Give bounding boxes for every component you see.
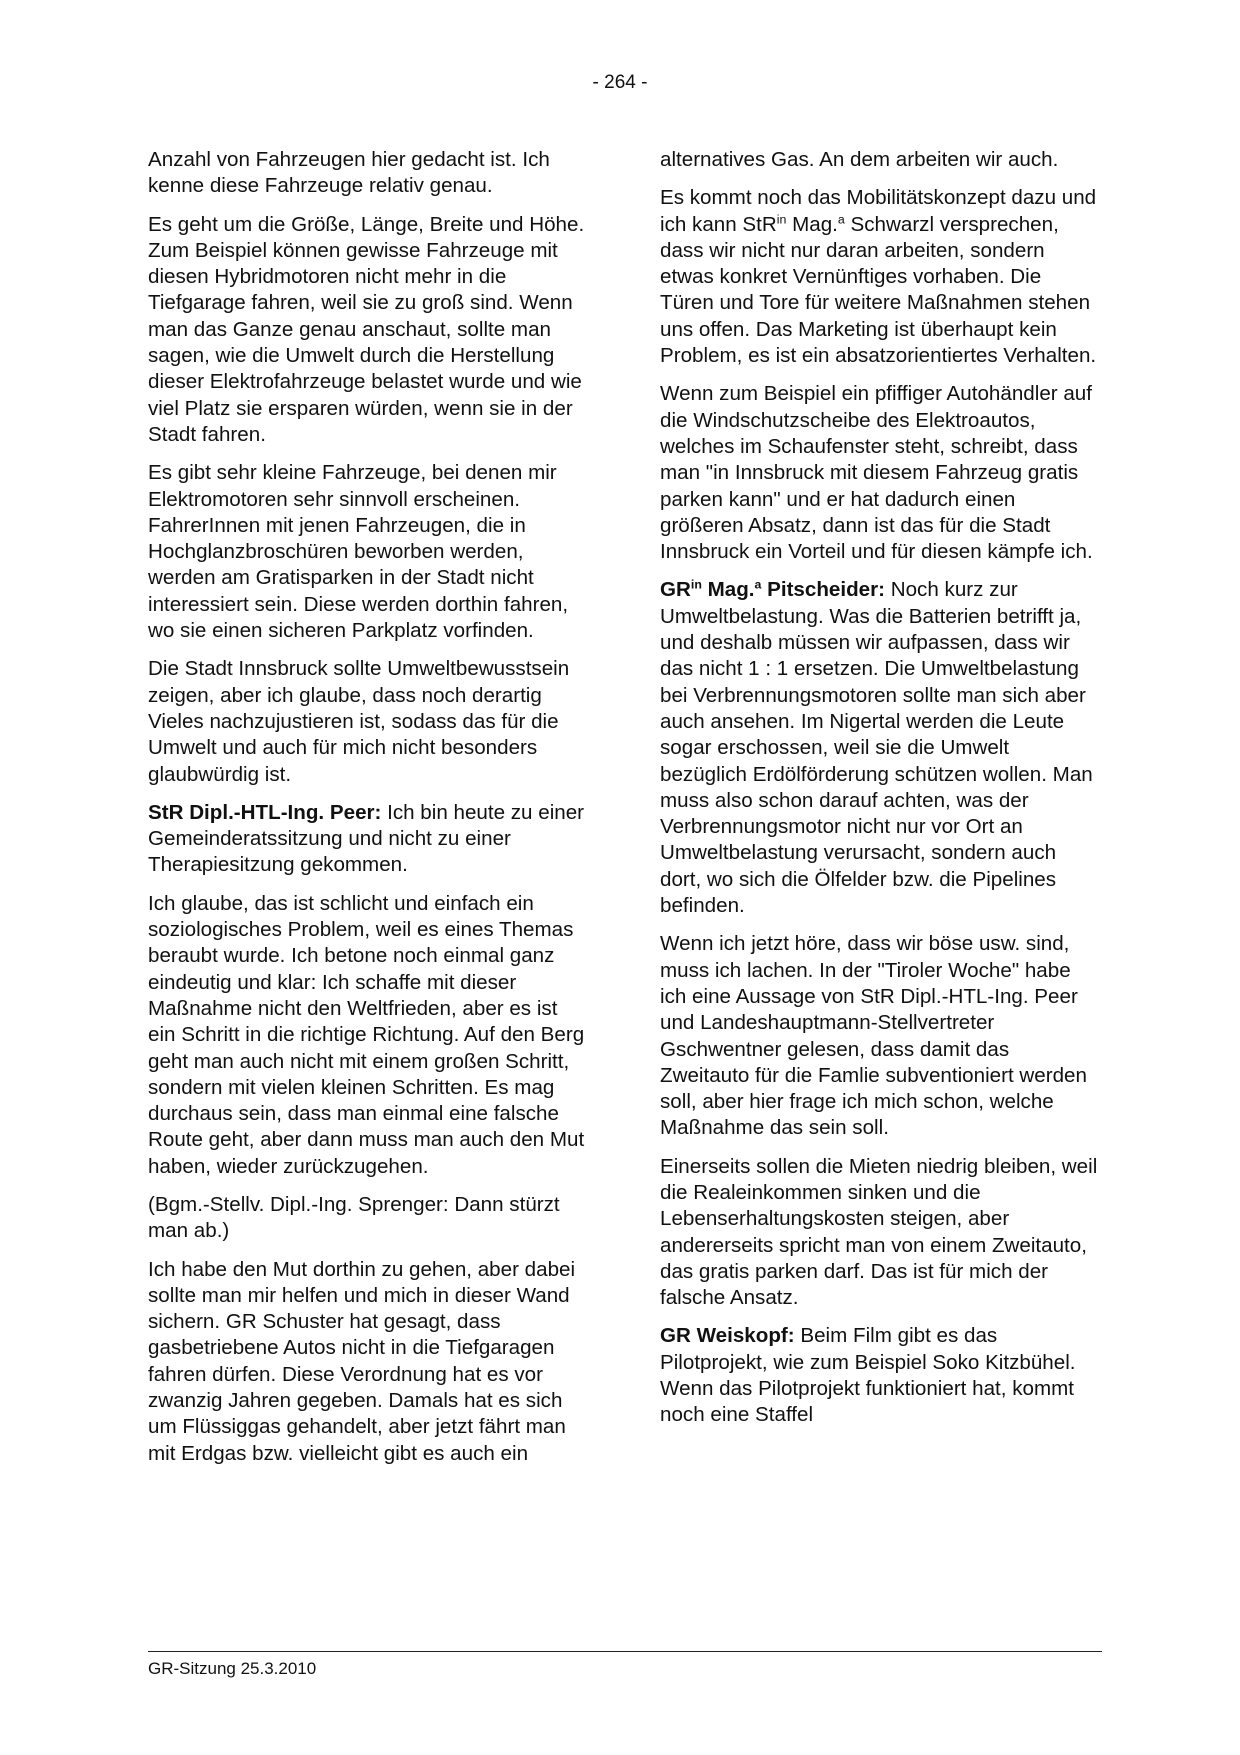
text-run: Es kommt noch das Mobilitätskonzept dazu und ich kann StR <box>660 186 1097 236</box>
paragraph: Ich glaube, das ist schlicht und einfach ein soziologisches Problem, weil es eines Themas beraubt wurde. Ich betone noch einmal ganz eindeutig und klar: Ich schaffe mit dieser Maßnahme nicht den Weltfrieden, aber es ist ein Schritt in die richtige Richtung. Auf den Berg geht man auch nicht mit einem großen Schritt, sondern mit vielen kleinen Schritten. Es mag durchaus sein, dass man einmal eine falsche Route geht, aber dann muss man auch den Mut haben, wieder zurückzugehen. <box>148 891 585 1178</box>
speech-paragraph <box>660 1323 1100 1428</box>
speech-paragraph <box>660 577 1100 919</box>
paragraph: Es geht um die Größe, Länge, Breite und Höhe. Zum Beispiel können gewisse Fahrzeuge mit diesen Hybridmotoren nicht mehr in die Tiefgarage fahren, weil sie zu groß sind. Wenn man das Ganze genau anschaut, sollte man sagen, wie die Umwelt durch die Herstellung dieser Elektrofahrzeuge belastet wurde und wie viel Platz sie ersparen würden, wenn sie in der Stadt fahren. <box>148 212 585 446</box>
speech-paragraph <box>148 800 588 879</box>
superscript: a <box>837 212 845 227</box>
page-number: - 264 - <box>592 72 648 93</box>
text-run: GR <box>660 578 691 602</box>
paragraph: Die Stadt Innsbruck sollte Umweltbewusstsein zeigen, aber ich glaube, dass noch derartig Vieles nachzujustieren ist, sodass das für die Umwelt und auch für mich nicht besonders glaubwürdig ist. <box>148 657 570 786</box>
speaker-name: GR Weiskopf: <box>660 1324 795 1348</box>
paragraph: Wenn zum Beispiel ein pfiffiger Autohändler auf die Windschutzscheibe des Elektroautos, welches im Schaufenster steht, schreibt, dass man "in Innsbruck mit diesem Fahrzeug gratis parken kann" und er hat dadurch einen größeren Absatz, dann ist das für die Stadt Innsbruck ein Vorteil und für diesen kämpfe ich. <box>660 382 1093 564</box>
speaker-name <box>660 578 885 601</box>
speaker-name: StR Dipl.-HTL-Ing. Peer: <box>148 800 382 824</box>
footer-text: GR-Sitzung 25.3.2010 <box>148 1659 317 1678</box>
paragraph: Es gibt sehr kleine Fahrzeuge, bei denen mir Elektromotoren sehr sinnvoll erscheinen. FahrerInnen mit jenen Fahrzeugen, die in Hochglanzbroschüren beworben werden, werden am Gratisparken in der Stadt nicht interessiert sein. Diese werden dorthin fahren, wo sie einen sicheren Parkplatz vorfinden. <box>148 461 569 643</box>
interjection: (Bgm.-Stellv. Dipl.-Ing. Sprenger: Dann stürzt man ab.) <box>148 1192 560 1243</box>
speech-text: Beim Film gibt es das Pilotprojekt, wie zum Beispiel Soko Kitzbühel. Wenn das Pilotprojekt funktioniert hat, kommt noch eine Staffel <box>660 1324 1076 1427</box>
paragraph: Anzahl von Fahrzeugen hier gedacht ist. Ich kenne diese Fahrzeuge relativ genau. <box>148 148 550 198</box>
paragraph <box>660 185 1100 369</box>
superscript: in <box>776 212 787 227</box>
paragraph: Wenn ich jetzt höre, dass wir böse usw. sind, muss ich lachen. In der "Tiroler Woche" habe ich eine Aussage von StR Dipl.-HTL-Ing. Peer und Landeshauptmann-Stellvertreter Gschwentner gelesen, dass damit das Zweitauto für die Famlie subventioniert werden soll, aber hier frage ich mich schon, welche Maßnahme das sein soll. <box>660 932 1087 1140</box>
text-run: Schwarzl versprechen, dass wir nicht nur daran arbeiten, sondern etwas konkret Vernünftiges vorhaben. Die Türen und Tore für weitere Maßnahmen stehen uns offen. Das Marketing ist überhaupt kein Problem, es ist ein absatzorientiertes Verhalten. <box>660 212 1097 368</box>
speech-text: Ich bin heute zu einer Gemeinderatssitzung und nicht zu einer Therapiesitzung gekommen. <box>148 800 585 877</box>
text-run: Mag. <box>701 578 755 602</box>
text-run: Mag. <box>786 212 838 236</box>
text-run: Pitscheider: <box>761 578 885 602</box>
superscript: a <box>754 578 762 593</box>
paragraph: Einerseits sollen die Mieten niedrig bleiben, weil die Realeinkommen sinken und die Lebenserhaltungskosten steigen, aber andererseits spricht man von einem Zweitauto, das gratis parken darf. Das ist für mich der falsche Ansatz. <box>660 1154 1098 1310</box>
paragraph: alternatives Gas. An dem arbeiten wir auch. <box>660 148 1059 171</box>
footer-divider <box>148 1651 1102 1652</box>
left-column <box>148 147 588 1479</box>
right-column <box>660 147 1100 1441</box>
superscript: in <box>690 578 702 593</box>
paragraph: Ich habe den Mut dorthin zu gehen, aber dabei sollte man mir helfen und mich in dieser Wand sichern. GR Schuster hat gesagt, dass gasbetriebene Autos nicht in die Tiefgaragen fahren dürfen. Diese Verordnung hat es vor zwanzig Jahren gegeben. Damals hat es sich um Flüssiggas gehandelt, aber jetzt fährt man mit Erdgas bzw. vielleicht gibt es auch ein <box>148 1257 576 1465</box>
speech-text: Noch kurz zur Umweltbelastung. Was die Batterien betrifft ja, und deshalb müssen wir aufpassen, dass wir das nicht 1 : 1 ersetzen. Die Umweltbelastung bei Verbrennungsmotoren sollte man sich aber auch ansehen. Im Nigertal werden die Leute sogar erschossen, weil sie die Umwelt bezüglich Erdölförderung schützen wollen. Man muss also schon darauf achten, was der Verbrennungsmotor nicht nur vor Ort an Umweltbelastung verursacht, sondern auch dort, wo sich die Ölfelder bzw. die Pipelines befinden. <box>660 578 1093 918</box>
